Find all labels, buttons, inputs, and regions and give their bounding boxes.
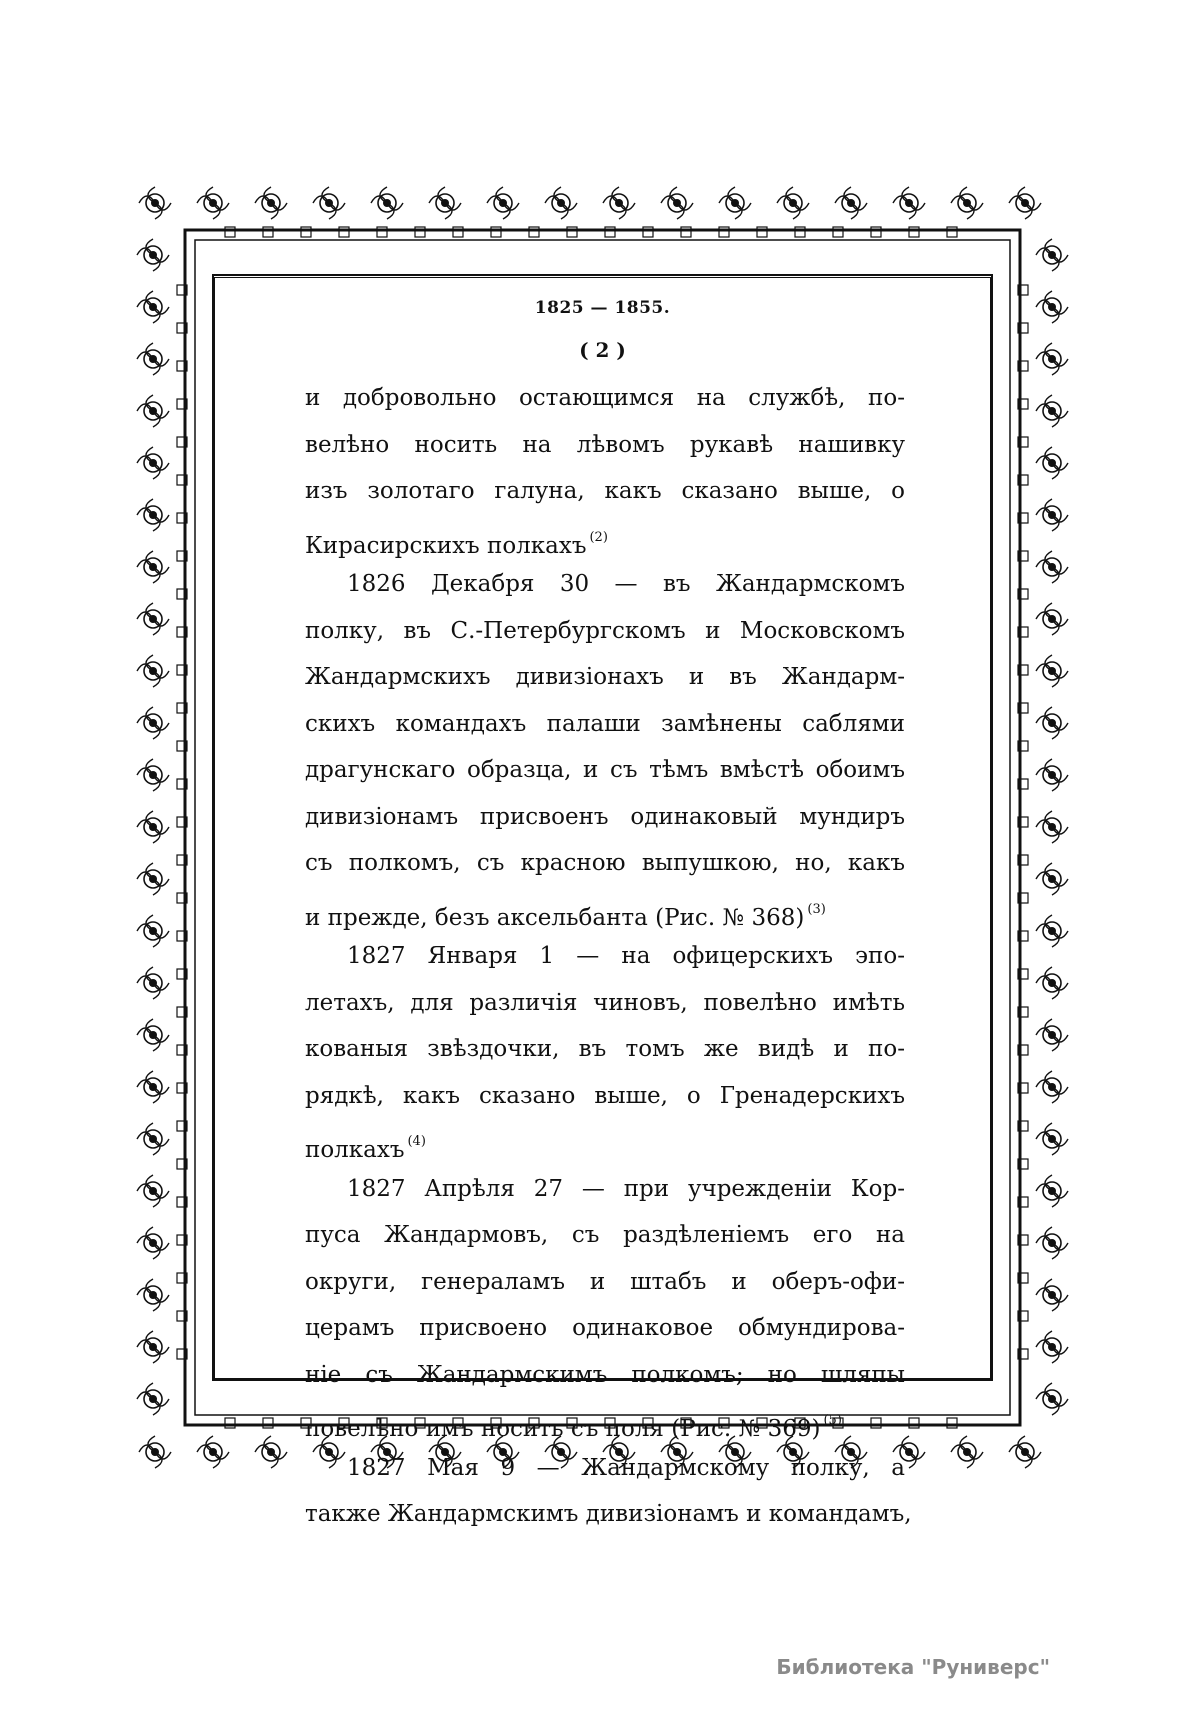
text-line: [305, 980, 905, 1027]
text-line: [305, 887, 905, 934]
text-line-content: полкахъ: [305, 1137, 405, 1163]
text-line-content: также Жандармскимъ дивизіонамъ и командамъ,: [305, 1501, 912, 1527]
text-line: [305, 608, 905, 655]
text-line-content: 1827 Мая 9 — Жандармскому полку, а: [347, 1454, 905, 1481]
text-line: [305, 561, 905, 608]
text-line-content: Кирасирскихъ полкахъ: [305, 532, 587, 559]
text-line-content: скихъ командахъ палаши замѣнены саблями: [305, 710, 905, 737]
footnote-marker: (3): [807, 901, 826, 917]
text-line: [305, 375, 905, 422]
running-head-years: 1825 — 1855.: [529, 298, 676, 318]
page-body-text: [305, 375, 912, 1538]
footnote-marker: (4): [407, 1134, 426, 1149]
text-line: [305, 1398, 905, 1445]
footnote-marker: (2): [589, 529, 608, 545]
text-line-content: велѣно носить на лѣвомъ рукавѣ нашивку: [305, 431, 905, 458]
text-line-content: полку, въ С.-Петербургскомъ и Московскомъ: [305, 617, 905, 644]
page-number: ( 2 ): [579, 338, 626, 362]
text-line-content: драгунскаго образца, и съ тѣмъ вмѣстѣ обоимъ: [305, 757, 905, 783]
footnote-marker: (5): [823, 1413, 842, 1428]
text-line: [305, 1073, 905, 1120]
text-line: [305, 1166, 905, 1213]
text-line: [305, 1119, 905, 1166]
text-line: [305, 1212, 905, 1259]
text-line: [305, 1259, 905, 1306]
text-line-content: ніе съ Жандармскимъ полкомъ; но шляпы: [305, 1361, 905, 1388]
text-line: [305, 1305, 905, 1352]
running-head: [245, 294, 960, 322]
text-line-content: и добровольно остающимся на службѣ, по-: [305, 385, 905, 411]
text-line: [305, 515, 905, 562]
text-line-content: и прежде, безъ аксельбанта (Рис. № 368): [305, 904, 805, 931]
text-line: [305, 468, 905, 515]
text-line-content: кованыя звѣздочки, въ томъ же видѣ и по-: [305, 1036, 905, 1062]
text-line-content: повелѣно имъ носить съ поля (Рис. № 369): [305, 1416, 821, 1442]
text-line-content: 1827 Января 1 — на офицерскихъ эпо-: [347, 943, 905, 969]
text-line-content: церамъ присвоено одинаковое обмундирова-: [305, 1315, 905, 1341]
text-line: [305, 1445, 905, 1492]
text-line: [305, 701, 905, 748]
text-line-content: округи, генераламъ и штабъ и оберъ-офи-: [305, 1268, 905, 1295]
text-line-content: рядкѣ, какъ сказано выше, о Гренадерскихъ: [305, 1082, 905, 1109]
text-line-content: пуса Жандармовъ, съ раздѣленіемъ его на: [305, 1222, 905, 1248]
text-line-content: летахъ, для различія чиновъ, повелѣно имѣть: [305, 989, 905, 1016]
text-line: [305, 1026, 905, 1073]
text-line-content: дивизіонамъ присвоенъ одинаковый мундиръ: [305, 803, 905, 830]
text-line: [305, 747, 905, 794]
text-line: [305, 1491, 912, 1538]
text-line: [305, 1352, 905, 1399]
library-watermark: Библиотека "Руниверс": [776, 1655, 1050, 1679]
text-line-content: 1827 Апрѣля 27 — при учрежденіи Кор-: [347, 1175, 905, 1202]
text-line: [305, 422, 905, 469]
text-line-content: Жандармскихъ дивизіонахъ и въ Жандарм-: [305, 664, 905, 690]
text-line: [305, 794, 905, 841]
text-line: [305, 933, 905, 980]
text-line-content: изъ золотаго галуна, какъ сказано выше, о: [305, 478, 905, 504]
text-line: [305, 654, 905, 701]
text-line: [305, 840, 905, 887]
text-line-content: съ полкомъ, съ красною выпушкою, но, какъ: [305, 850, 905, 876]
text-line-content: 1826 Декабря 30 — въ Жандармскомъ: [347, 571, 905, 597]
